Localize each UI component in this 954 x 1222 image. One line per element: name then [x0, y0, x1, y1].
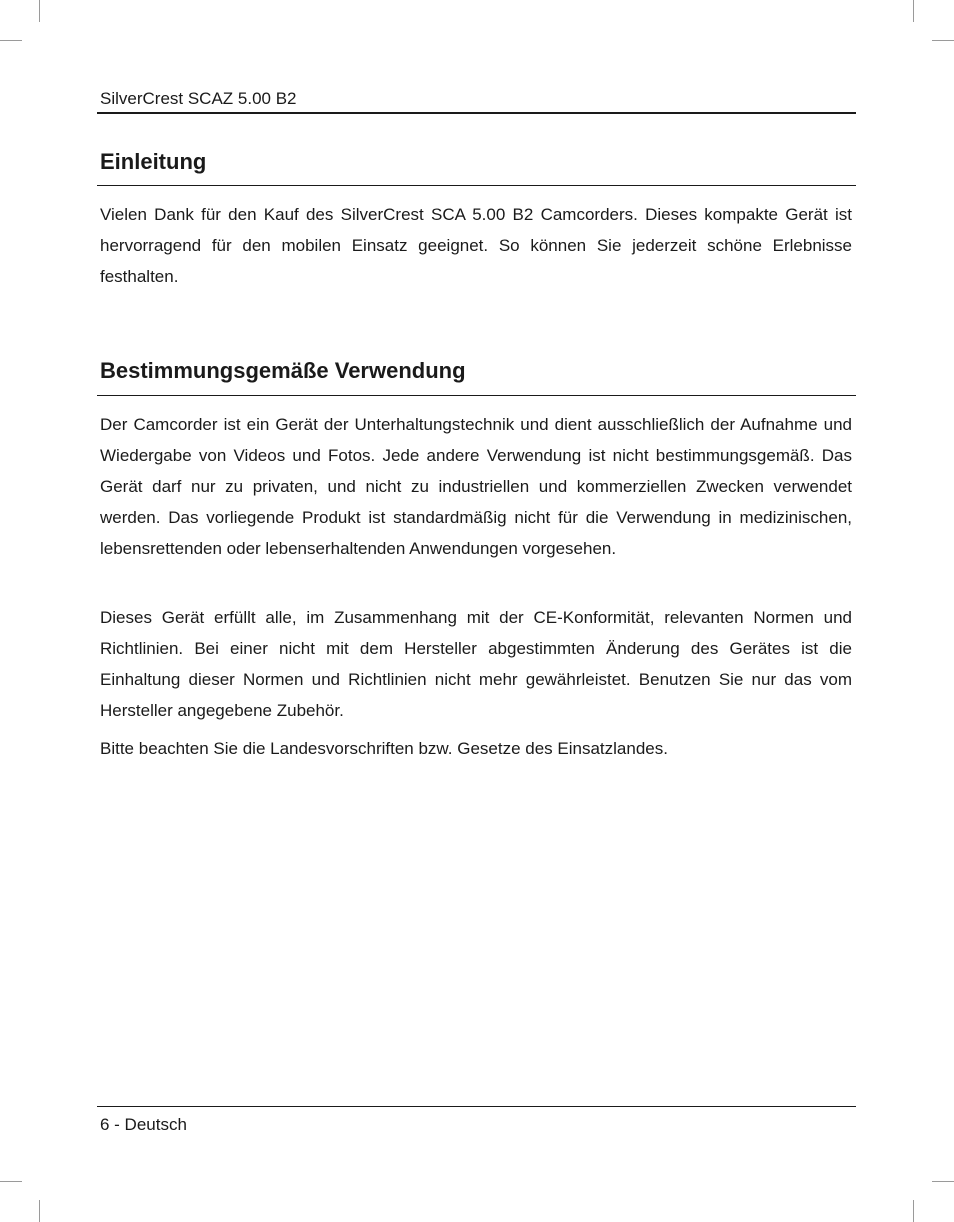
- crop-mark: [0, 1181, 22, 1182]
- crop-mark: [932, 40, 954, 41]
- section-rule: [97, 185, 856, 186]
- crop-mark: [39, 1200, 40, 1222]
- crop-mark: [913, 1200, 914, 1222]
- section-rule: [97, 395, 856, 396]
- paragraph: Vielen Dank für den Kauf des SilverCrest SCA 5.00 B2 Camcorders. Dieses kompakte Gerät ist hervorragend für den mobilen Einsatz geeignet. So können Sie jederzeit schöne Erlebnisse festhalten.: [100, 205, 852, 286]
- crop-mark: [0, 40, 22, 41]
- paragraph: Der Camcorder ist ein Gerät der Unterhaltungstechnik und dient ausschließlich der Aufnahme und Wiedergabe von Videos und Fotos. Jede andere Verwendung ist nicht bestimmungsgemäß. Das Gerät darf nur zu privaten, und nicht zu industriellen und kommerziellen Zwecken verwendet werden. Das vorliegende Produkt ist standardmäßig nicht für die Verwendung in medizinischen, lebensrettenden oder lebenserhaltenden Anwendungen vorgesehen.: [100, 415, 852, 558]
- paragraph: Dieses Gerät erfüllt alle, im Zusammenhang mit der CE-Konformität, relevanten Normen und Richtlinien. Bei einer nicht mit dem Hersteller abgestimmten Änderung des Gerätes ist die Einhaltung dieser Normen und Richtlinien nicht mehr gewährleistet. Benutzen Sie nur das vom Hersteller angegebene Zubehör.: [100, 608, 852, 720]
- footer-rule: [97, 1106, 856, 1107]
- crop-mark: [39, 0, 40, 22]
- paragraph: Bitte beachten Sie die Landesvorschriften bzw. Gesetze des Einsatzlandes.: [100, 739, 668, 758]
- running-header: SilverCrest SCAZ 5.00 B2: [100, 89, 297, 108]
- header-rule: [97, 112, 856, 114]
- page-number: 6 - Deutsch: [100, 1115, 187, 1134]
- section-heading-bestimmungsgemaesse-verwendung: Bestimmungsgemäße Verwendung: [100, 358, 466, 383]
- crop-mark: [913, 0, 914, 22]
- crop-mark: [932, 1181, 954, 1182]
- section-heading-einleitung: Einleitung: [100, 149, 207, 174]
